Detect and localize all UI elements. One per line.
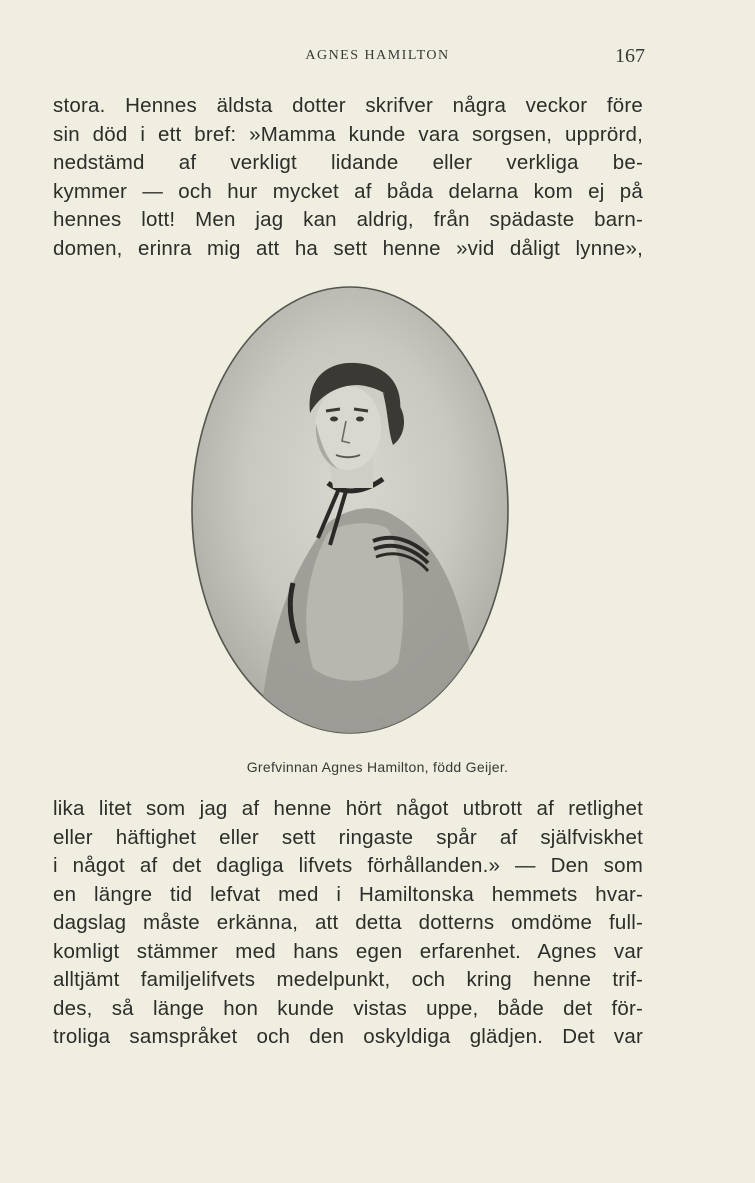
text-line: domen, erinra mig att ha sett henne »vid dåligt lynne», (53, 236, 643, 260)
text-line: dagslag måste erkänna, att detta dotterns omdöme full- (53, 911, 643, 934)
text-line: i något af det dagliga lifvets förhållanden.» — Den som (53, 854, 643, 877)
body-text-top (53, 92, 643, 263)
text-line: kymmer — och hur mycket af båda delarna kom ej på (53, 179, 643, 203)
text-line: stora. Hennes äldsta dotter skrifver några veckor före (53, 94, 643, 117)
text-line: des, så länge hon kunde vistas uppe, både det för- (53, 996, 643, 1020)
running-title: AGNES HAMILTON (305, 48, 450, 63)
page-number: 167 (615, 45, 645, 67)
figure-caption: Grefvinnan Agnes Hamilton, född Geijer. (246, 759, 509, 775)
body-text-bottom (53, 795, 643, 1052)
portrait-photograph (188, 283, 513, 738)
text-line: eller häftighet eller sett ringaste spår af själfviskhet (53, 825, 643, 849)
text-line: lika litet som jag af henne hört något utbrott af retlighet (53, 797, 643, 820)
text-line: nedstämd af verkligt lidande eller verkliga be- (53, 151, 643, 174)
text-line: troliga samspråket och den oskyldiga glädjen. Det var (53, 1025, 643, 1048)
page-header (0, 45, 755, 72)
text-line: alltjämt familjelifvets medelpunkt, och kring henne trif- (53, 968, 643, 991)
text-line: sin död i ett bref: »Mamma kunde vara sorgsen, upprörd, (53, 122, 643, 146)
text-line: komligt stämmer med hans egen erfarenhet. Agnes var (53, 939, 643, 963)
text-line: en längre tid lefvat med i Hamiltonska hemmets hvar- (53, 882, 643, 906)
text-line: hennes lott! Men jag kan aldrig, från spädaste barn- (53, 208, 643, 231)
